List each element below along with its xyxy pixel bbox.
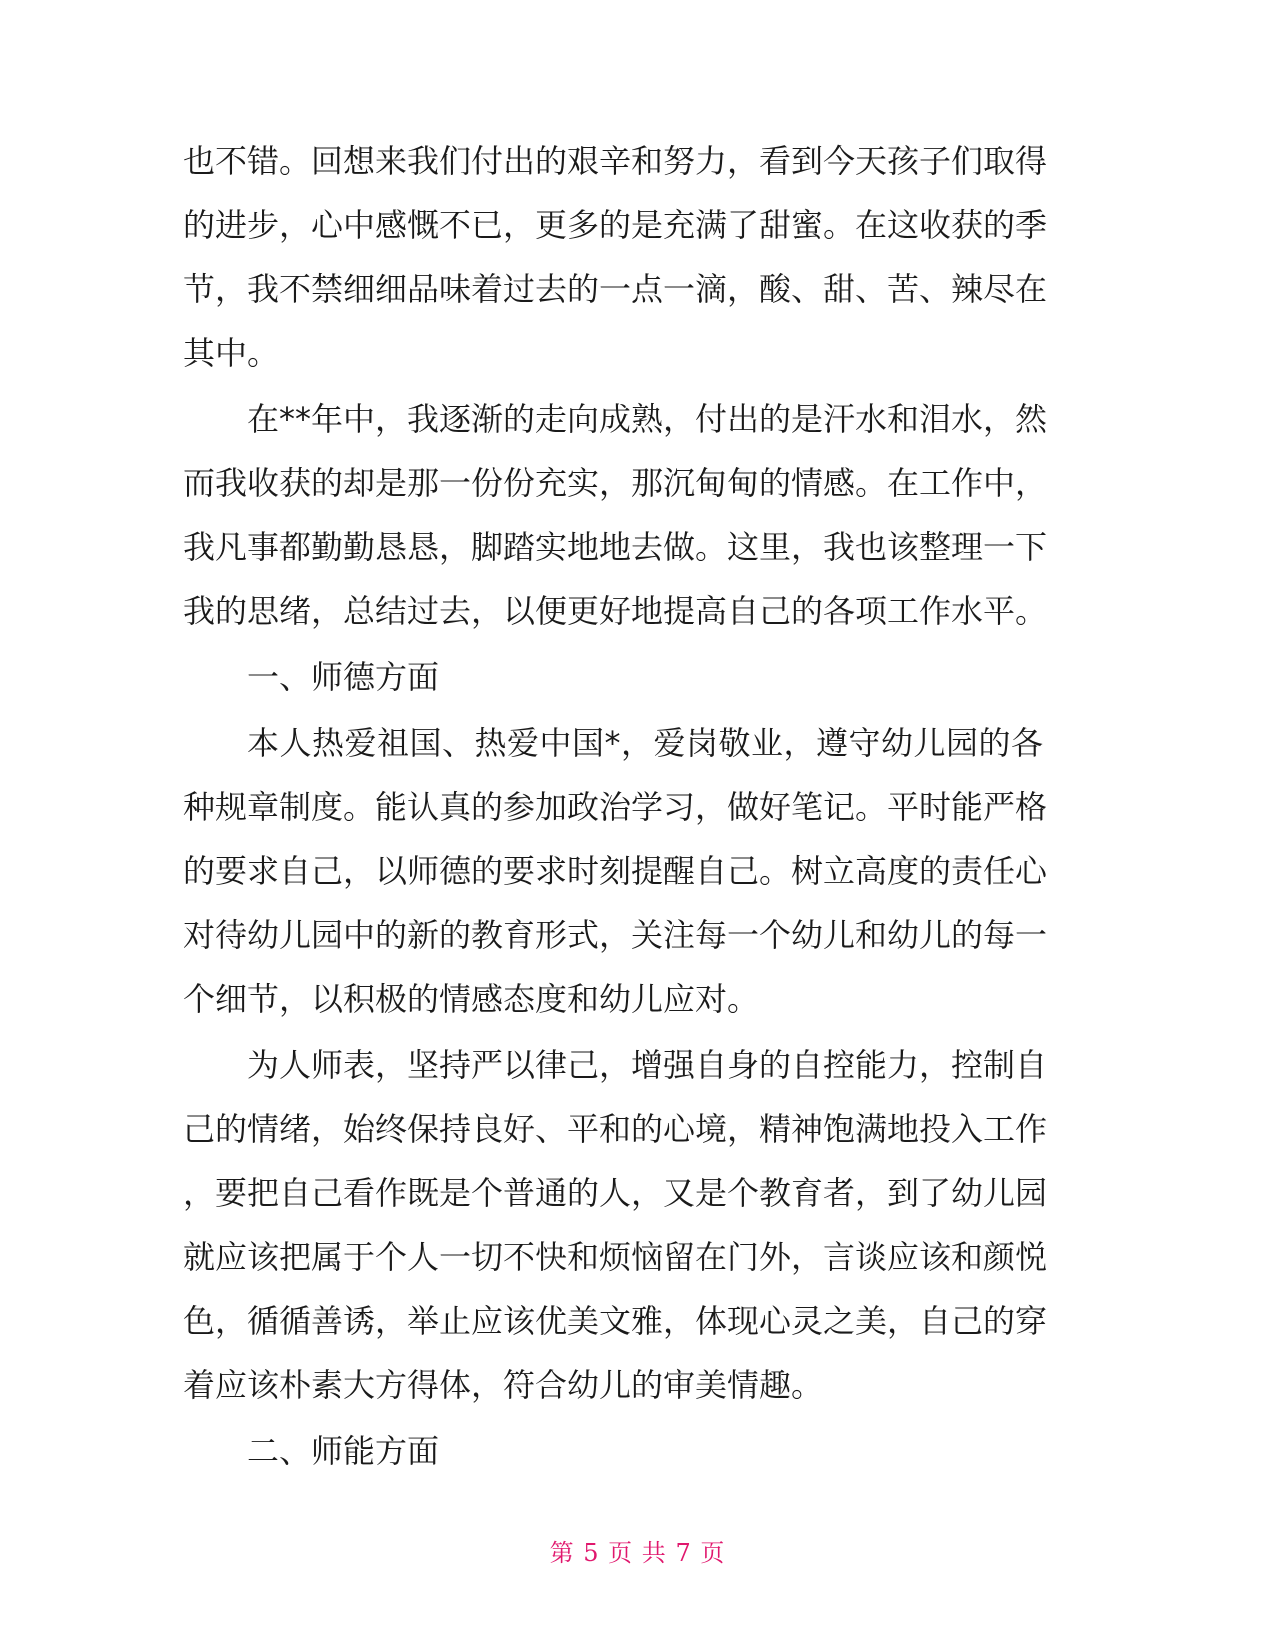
text-line: 的要求自己，以师德的要求时刻提醒自己。树立高度的责任心	[183, 852, 1048, 890]
text-line: 的进步，心中感慨不已，更多的是充满了甜蜜。在这收获的季	[183, 206, 1048, 244]
text-line: 就应该把属于个人一切不快和烦恼留在门外，言谈应该和颜悦	[183, 1238, 1048, 1276]
section-heading-text: 二、师能方面	[247, 1432, 440, 1470]
text-line: 个细节，以积极的情感态度和幼儿应对。	[183, 980, 760, 1018]
text-line: 着应该朴素大方得体，符合幼儿的审美情趣。	[183, 1366, 824, 1404]
text-line: ，要把自己看作既是个普通的人，又是个教育者，到了幼儿园	[183, 1174, 1048, 1212]
text-line: 其中。	[183, 334, 280, 372]
text-line: 本人热爱祖国、热爱中国*，爱岗敬业，遵守幼儿园的各	[247, 724, 1043, 762]
text-line: 对待幼儿园中的新的教育形式，关注每一个幼儿和幼儿的每一	[183, 916, 1048, 954]
text-line: 在**年中，我逐渐的走向成熟，付出的是汗水和泪水，然	[247, 400, 1048, 438]
text-line: 我凡事都勤勤恳恳，脚踏实地地去做。这里，我也该整理一下	[183, 528, 1048, 566]
paragraph	[183, 398, 1048, 632]
paragraph	[183, 1044, 1048, 1406]
text-line: 为人师表，坚持严以律己，增强自身的自控能力，控制自	[247, 1046, 1048, 1084]
text-line: 色，循循善诱，举止应该优美文雅，体现心灵之美，自己的穿	[183, 1302, 1048, 1340]
text-line: 种规章制度。能认真的参加政治学习，做好笔记。平时能严格	[183, 788, 1048, 826]
text-line: 己的情绪，始终保持良好、平和的心境，精神饱满地投入工作	[183, 1110, 1048, 1148]
page-number-footer: 第 5 页 共 7 页	[549, 1539, 726, 1567]
text-line: 而我收获的却是那一份份充实，那沉甸甸的情感。在工作中，	[183, 464, 1048, 502]
paragraph	[183, 140, 1048, 374]
text-line: 节，我不禁细细品味着过去的一点一滴，酸、甜、苦、辣尽在	[183, 270, 1048, 308]
text-line: 也不错。回想来我们付出的艰辛和努力，看到今天孩子们取得	[183, 142, 1048, 180]
section-heading-text: 一、师德方面	[247, 658, 440, 696]
paragraph	[183, 722, 1048, 1020]
section-heading	[183, 656, 1043, 698]
document-body	[183, 140, 1048, 1472]
text-line: 我的思绪，总结过去，以便更好地提高自己的各项工作水平。	[183, 592, 1048, 630]
section-heading	[183, 1430, 1043, 1472]
